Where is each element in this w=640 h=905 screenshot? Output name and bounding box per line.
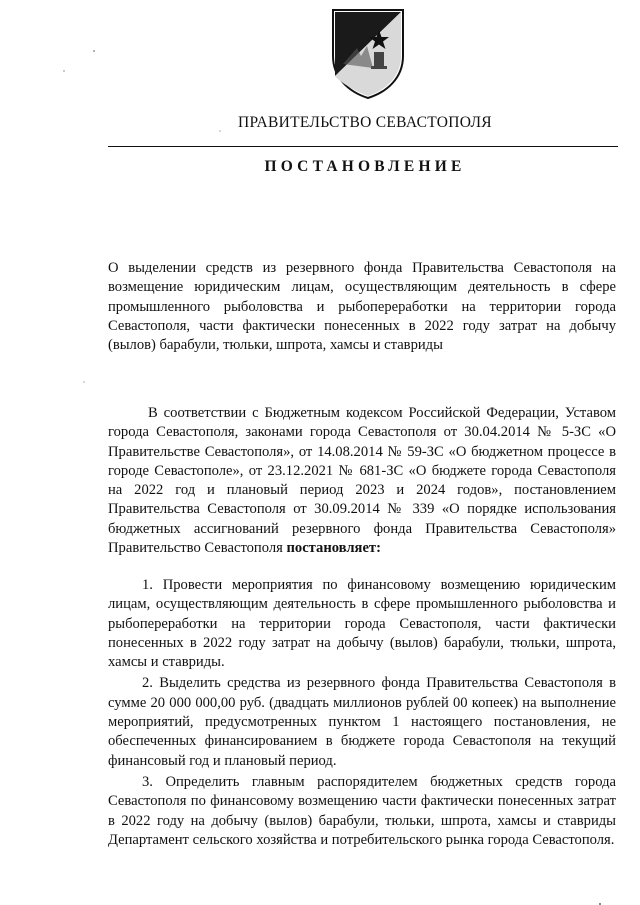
- resolution-item-1: 1. Провести мероприятия по финансовому возмещению юридическим лицам, осуществляющим деятельность в сфере промышленного рыболовства и рыбопереработки на территории города Севастополя, части фактически понесенных в 2022 году затрат на добычу (вылов) барабули, тюльки, шпрота, хамсы и ставриды.: [108, 577, 616, 671]
- document-subject: О выделении средств из резервного фонда Правительства Севастополя на возмещение юридическим лицам, осуществляющим деятельность в сфере промышленного рыболовства и рыбопереработки на территории города Севастополя, части фактически понесенных в 2022 году затрат на добычу (вылов) барабули, тюльки, шпрота, хамсы и ставриды: [108, 260, 616, 354]
- preamble-text: В соответствии с Бюджетным кодексом Российской Федерации, Уставом города Севастополя, законами города Севастополя от 30.04.2014 № 5-ЗС «О Правительстве Севастополя», от 14.08.2014 № 59-ЗС «О бюджетном процессе в городе Севастополе», от 23.12.2021 № 681-ЗС «О бюджете города Севастополя на 2022 год и плановый период 2023 и 2024 годов», постановлением Правительства Севастополя от 30.09.2014 № 339 «О порядке использования бюджетных ассигнований резервного фонда Правительства Севастополя» Правительство Севастополя: [108, 405, 616, 557]
- resolution-item-3: 3. Определить главным распорядителем бюджетных средств города Севастополя по финансовому возмещению части фактически понесенных затрат в 2022 году на добычу (вылов) барабули, тюльки, шпрота, хамсы и ставриды Департамент сельского хозяйства и потребительского рынка города Севастополя.: [108, 773, 616, 848]
- resolution-verb: постановляет:: [286, 540, 381, 557]
- document-type: ПОСТАНОВЛЕНИЕ: [264, 158, 466, 175]
- org-title: ПРАВИТЕЛЬСТВО СЕВАСТОПОЛЯ: [238, 114, 492, 131]
- resolution-item-2: 2. Выделить средства из резервного фонда Правительства Севастополя в сумме 20 000 000,00 руб. (двадцать миллионов рублей 00 копеек) на выполнение мероприятий, предусмотренных пунктом 1 настоящего постановления, не обеспеченных финансированием в бюджете города Севастополя на текущий финансовый год и плановый период.: [108, 675, 616, 769]
